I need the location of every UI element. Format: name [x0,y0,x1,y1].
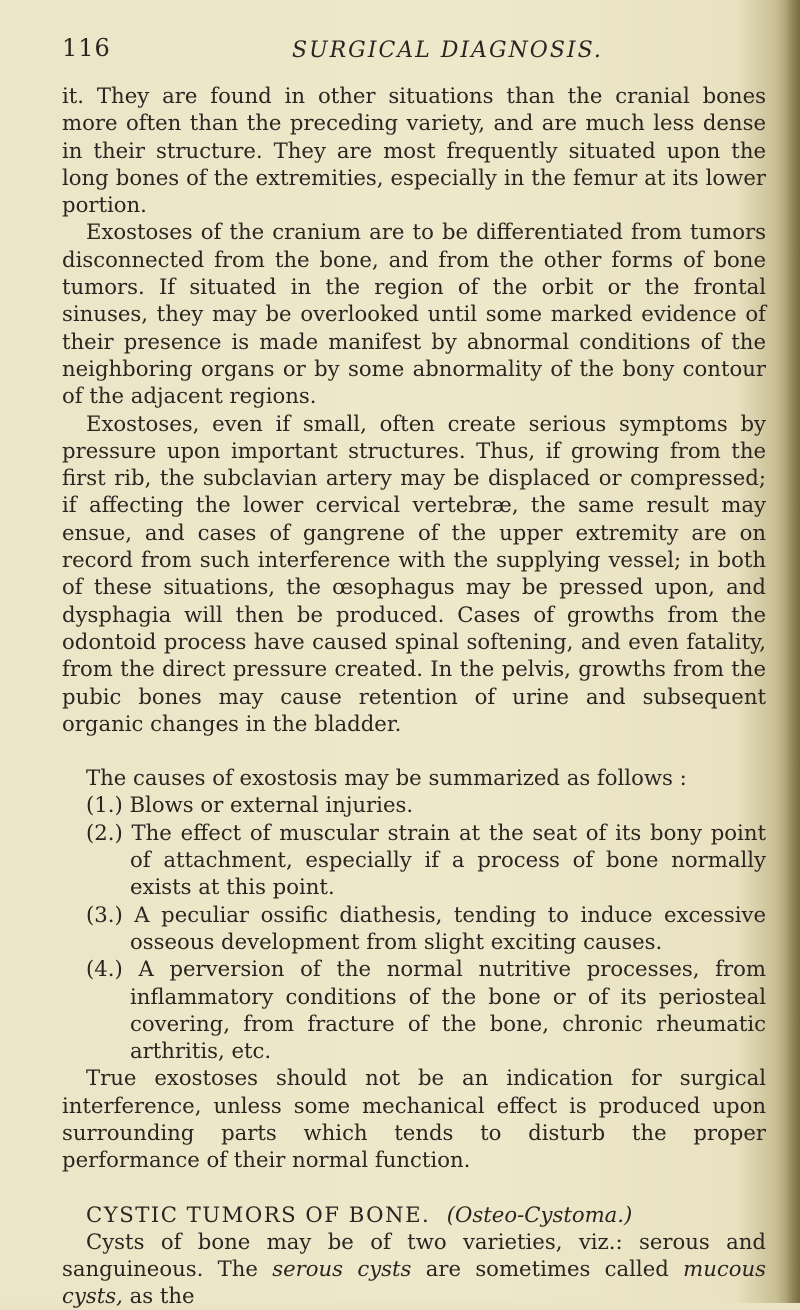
body-text [62,82,766,1310]
paragraph-3: Exostoses, even if small, often create serious symptoms by pressure upon important structures. Thus, if growing from the first rib, the subclavian artery may be displaced or compressed; if affecting the lower cervical vertebræ, the same result may ensue, and cases of gangrene of the upper extremity are on record from such interference with the supplying vessel; in both of these situations, the œsophagus may be pressed upon, and dysphagia will then be produced. Cases of growths from the odontoid process have caused spinal softening, and even fatality, from the direct pressure created. In the pelvis, growths from the pubic bones may cause retention of urine and subsequent organic changes in the bladder. [62,410,766,736]
running-head: SURGICAL DIAGNOSIS. [292,38,603,63]
causes-list [62,791,766,1064]
list-item: (1.) Blows or external injuries. [86,792,414,818]
page-header [62,28,752,68]
section-title: CYSTIC TUMORS OF BONE. [86,1201,431,1227]
section-heading [62,1201,766,1228]
text-run: Cysts of bone may be of two varieties, viz.: serous and sanguineous. The [62,1228,766,1282]
section-subtitle: (Osteo-Cystoma.) [446,1201,633,1227]
page-edge-shadow [786,0,800,1303]
page-number: 116 [62,34,111,62]
paragraph-1: it. They are found in other situations than the cranial bones more often than the preceding variety, and are much less dense in their structure. They are most frequently situated upon the long bones of the extremities, especially in the femur at its lower portion. [62,83,766,218]
list-item: (4.) A perversion of the normal nutritive processes, from inflammatory conditions of the bone or of its periosteal covering, from fracture of the bone, chronic rheumatic arthritis, etc. [86,956,766,1064]
italic-term: serous cysts [272,1256,412,1282]
italic-term: mucous cysts, [62,1256,766,1309]
text-run: are sometimes called [411,1256,684,1282]
list-item: (3.) A peculiar ossific diathesis, tending to induce excessive osseous development from slight exciting causes. [86,901,766,954]
paragraph-6 [62,1228,766,1310]
paragraph-5: True exostoses should not be an indication for surgical interference, unless some mechanical effect is produced upon surrounding parts which tends to disturb the proper performance of their normal function. [62,1065,766,1173]
text-run: as the [122,1283,195,1309]
paragraph-2: Exostoses of the cranium are to be differentiated from tumors disconnected from the bone, and from the other forms of bone tumors. If situated in the region of the orbit or the frontal sinuses, they may be overlooked until some marked evidence of their presence is made manifest by abnormal conditions of the neighboring organs or by some abnormality of the bony contour of the adjacent regions. [62,219,766,409]
list-item: (2.) The effect of muscular strain at the seat of its bony point of attachment, especially if a process of bone normally exists at this point. [86,819,766,900]
paragraph-4: The causes of exostosis may be summarized as follows : [86,765,687,791]
